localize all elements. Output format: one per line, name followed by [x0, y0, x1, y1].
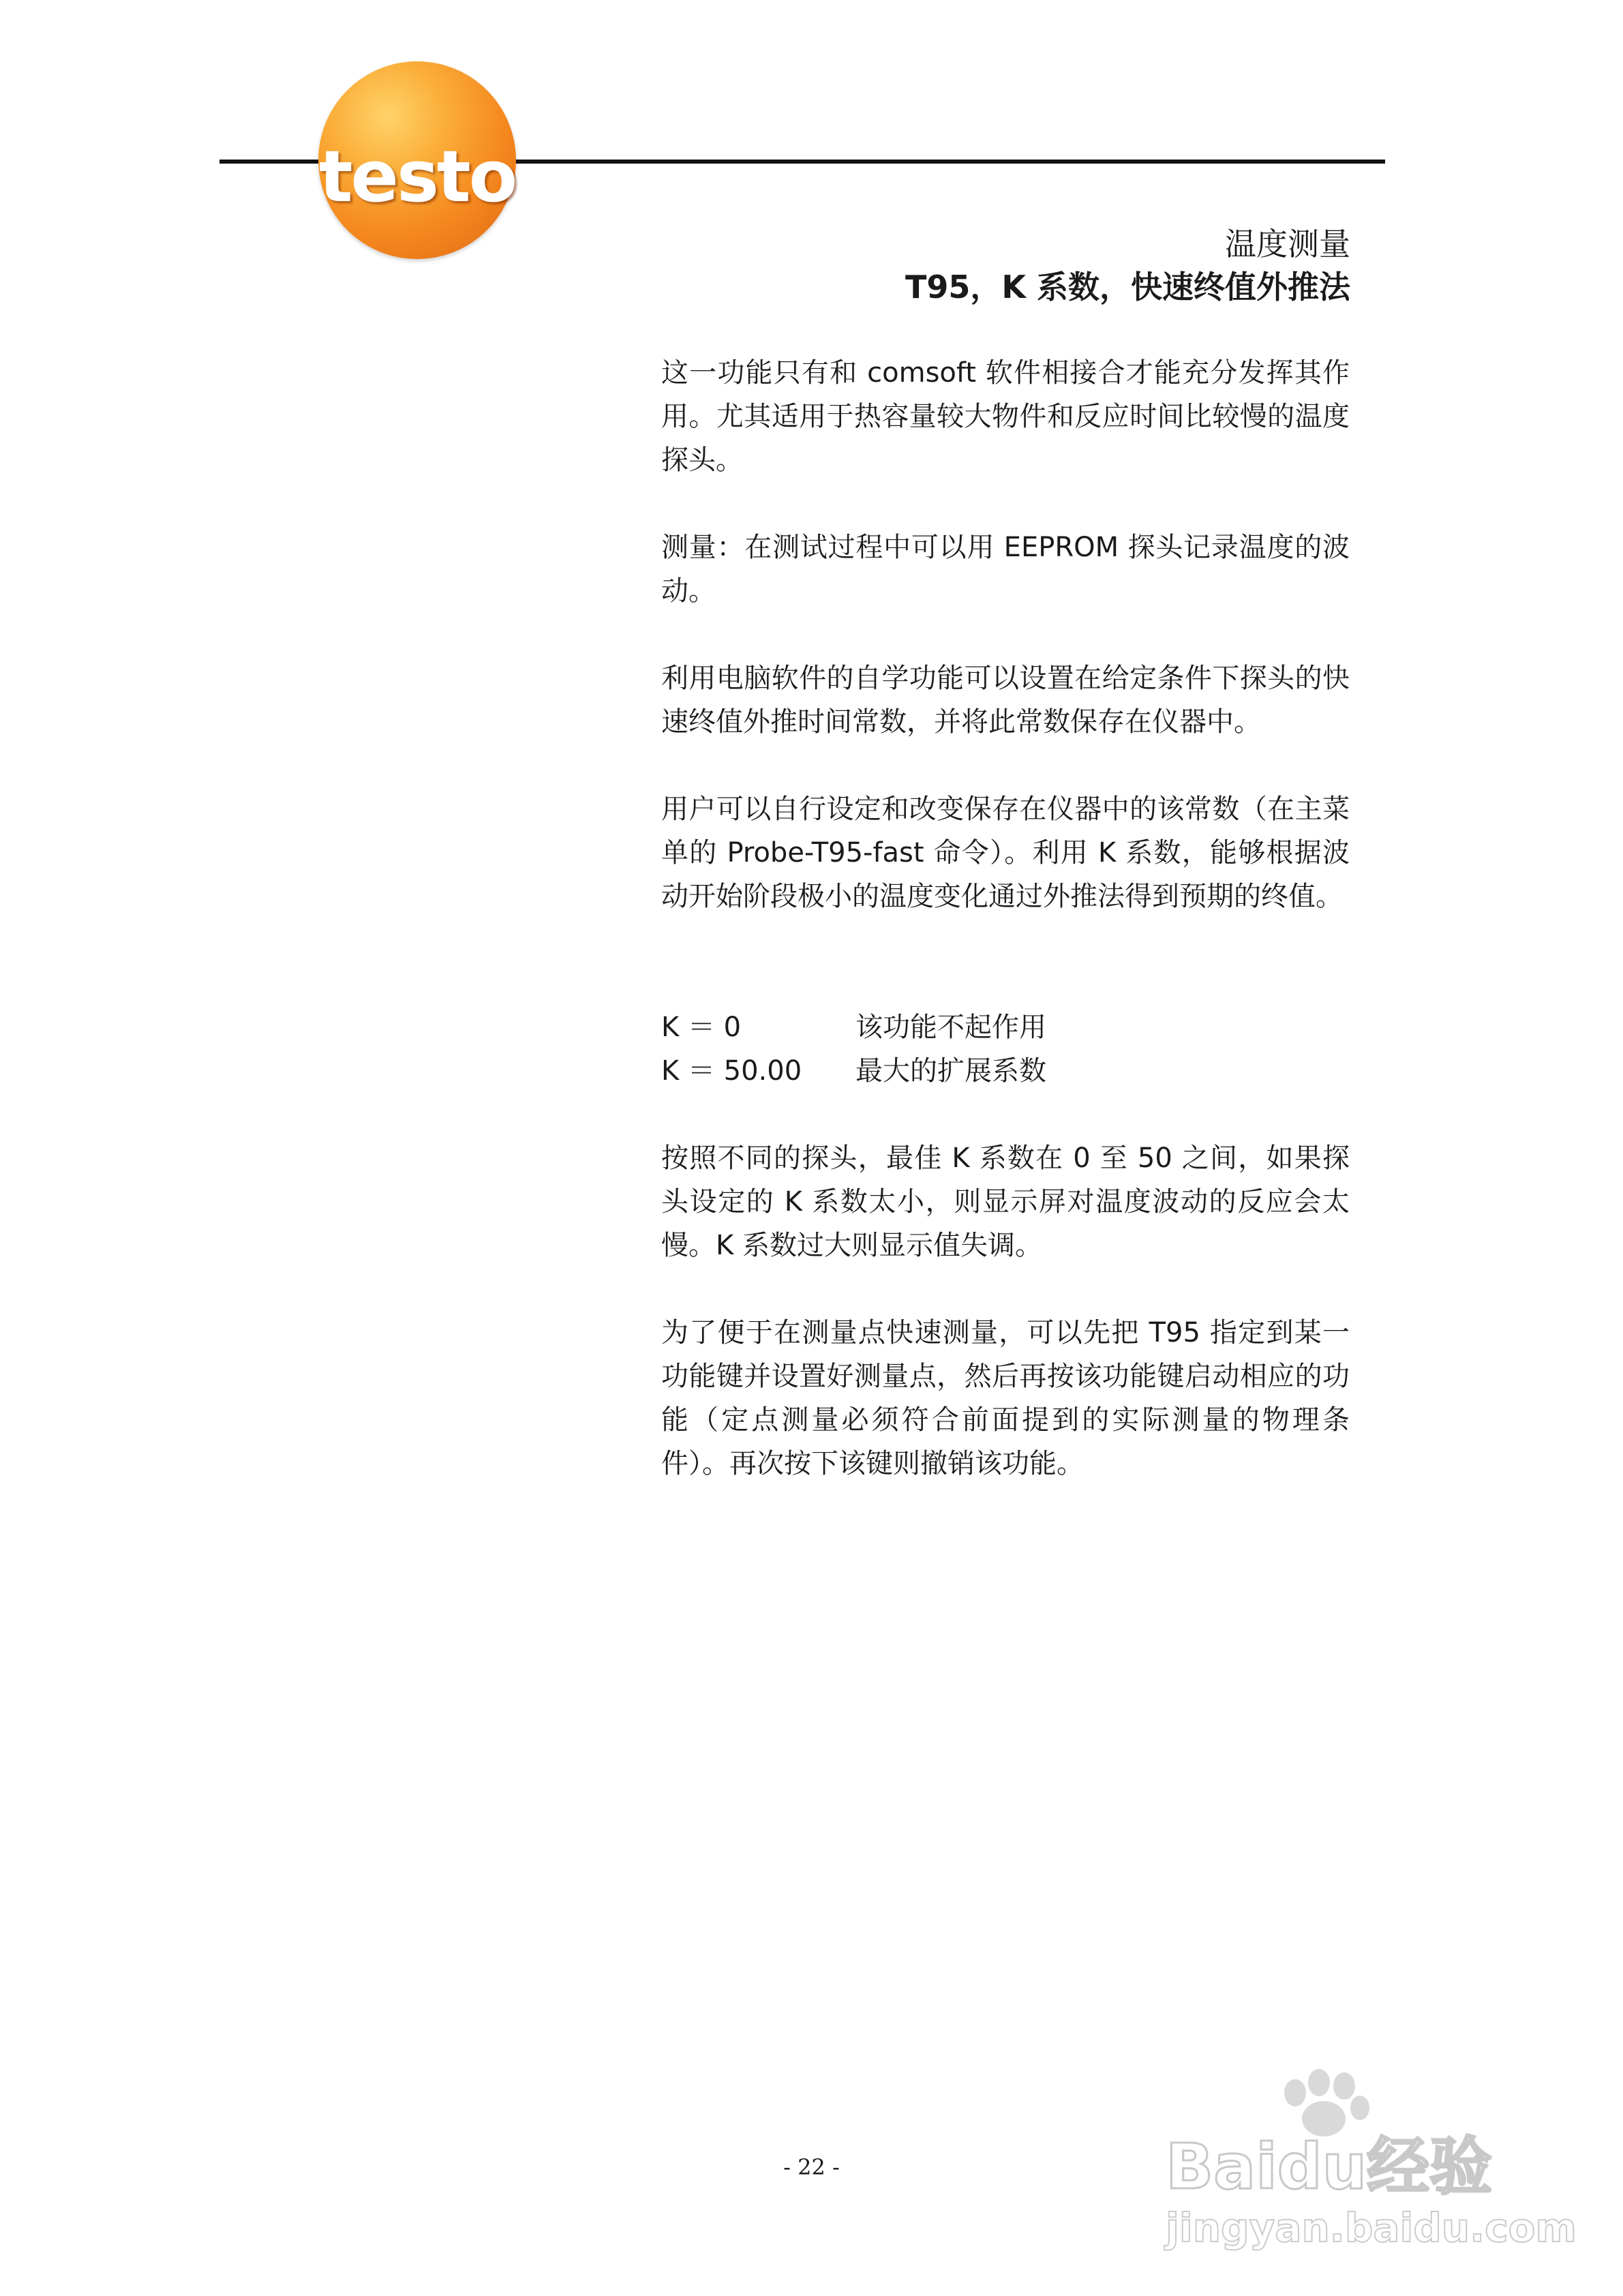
logo-text: testo	[318, 135, 516, 218]
watermark-url: jingyan.baidu.com	[1166, 2205, 1577, 2251]
baidu-watermark	[1152, 2066, 1577, 2256]
section-title: 温度测量	[1225, 226, 1350, 262]
paragraph-t95-key: 为了便于在测量点快速测量，可以先把 T95 指定到某一功能键并设置好测量点，然后再按该功能键启动相应的功能（定点测量必须符合前面提到的实际测量的物理条件）。再次按下该键则撤销该功能。	[661, 1317, 1350, 1479]
page-number: - 22 -	[783, 2154, 840, 2180]
k-description: 最大的扩展系数	[855, 1055, 1046, 1087]
paragraph-measure: 测量：在测试过程中可以用 EEPROM 探头记录温度的波动。	[661, 532, 1350, 607]
k-description: 该功能不起作用	[855, 1012, 1046, 1043]
paragraph-self-learn: 利用电脑软件的自学功能可以设置在给定条件下探头的快速终值外推时间常数，并将此常数保存在仪器中。	[661, 663, 1350, 738]
paragraph-user-set: 用户可以自行设定和改变保存在仪器中的该常数（在主菜单的 Probe-T95-fast 命令）。利用 K 系数，能够根据波动开始阶段极小的温度变化通过外推法得到预期的终值。	[661, 794, 1350, 912]
watermark-brand: Baidu经验	[1166, 2130, 1493, 2203]
header-rule-left	[219, 160, 322, 164]
paragraph-intro: 这一功能只有和 comsoft 软件相接合才能充分发挥其作用。尤其适用于热容量较大物件和反应时间比较慢的温度探头。	[661, 357, 1350, 476]
k-row-50	[661, 1049, 1046, 1093]
k-value: K ＝ 0	[661, 1012, 742, 1043]
k-row-0	[661, 1006, 1046, 1049]
header-rule-right	[513, 160, 1385, 164]
testo-logo	[318, 61, 516, 259]
paragraph-k-range: 按照不同的探头，最佳 K 系数在 0 至 50 之间，如果探头设定的 K 系数太小，则显示屏对温度波动的反应会太慢。K 系数过大则显示值失调。	[661, 1143, 1350, 1261]
sub-title: T95，K 系数，快速终值外推法	[905, 269, 1350, 305]
k-value: K ＝ 50.00	[661, 1055, 802, 1087]
